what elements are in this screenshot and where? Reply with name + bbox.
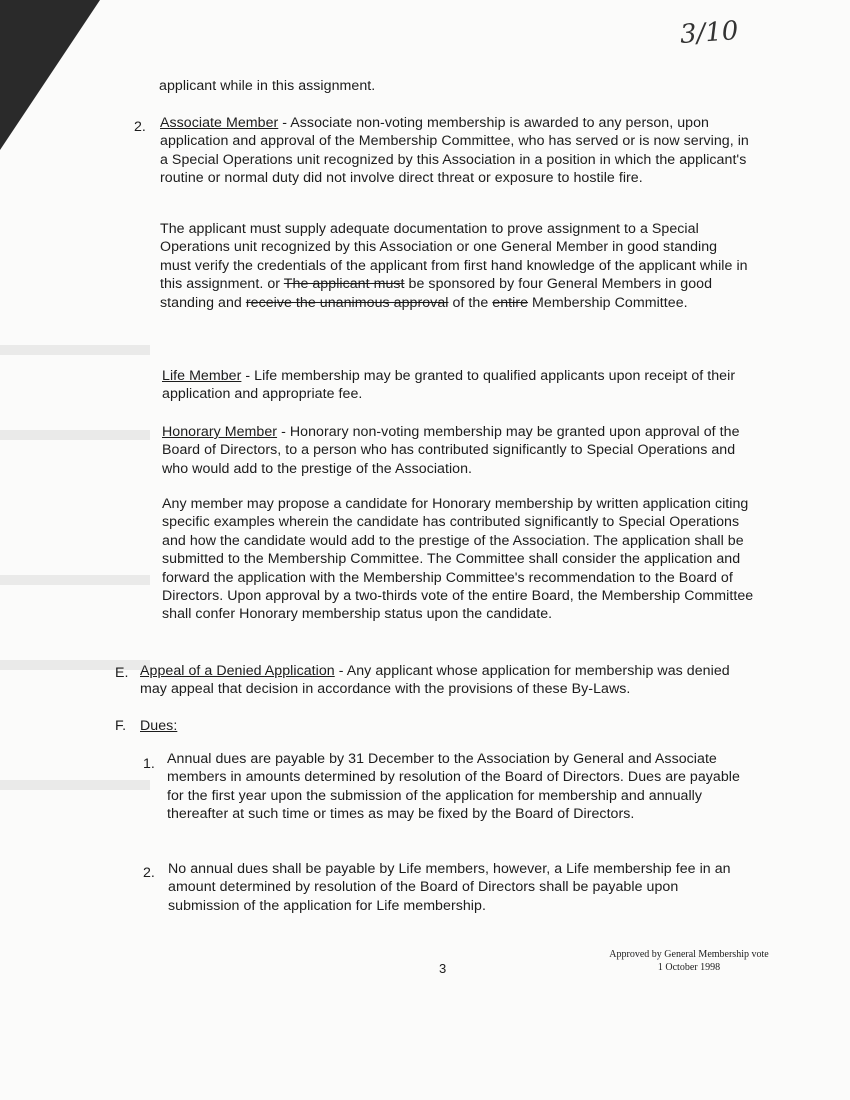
handwritten-page-number: 3/10 (679, 15, 740, 51)
section-f-letter: F. (115, 718, 127, 734)
associate-member-term: Associate Member (160, 115, 279, 131)
section-e-letter: E. (115, 665, 129, 681)
dues-heading: Dues: (140, 718, 178, 734)
dues-item: No annual dues shall be payable by Life members, however, a Life membership fee in an amount determined by resolution of the Board of Directors shall be payable upon submission of the application for Life membership. (168, 861, 731, 914)
life-member-term: Life Member (162, 368, 242, 384)
honorary-member-paragraph: Honorary Member - Honorary non-voting membership may be granted upon approval of the Board of Directors, to a person who has contributed significantly to Special Operations and who would add to the prestige of the Association. (162, 424, 740, 477)
life-member-paragraph: Life Member - Life membership may be granted to qualified applicants upon receipt of their application and appropriate fee. (162, 368, 736, 403)
honorary-member-term: Honorary Member (162, 424, 278, 440)
appeal-heading: Appeal of a Denied Application (140, 663, 335, 679)
appeal-paragraph: Appeal of a Denied Application - Any applicant whose application for membership was denied may appeal that decision in accordance with the provisions of these By-Laws. (140, 663, 730, 698)
item-number-associate: 2. (134, 119, 146, 135)
bleed-through-mark (0, 780, 150, 790)
honorary-proposal-paragraph: Any member may propose a candidate for Honorary membership by written application citing specific examples wherein the candidate has contributed significantly to Special Operations and how the candidate would add to the prestige of the Association. The application shall be submitted to the Membership Committee. The Committee shall consider the application and forward the application with the Membership Committee's recommendation to the Board of Directors. Upon approval by a two-thirds vote of the entire Board, the Membership Committee shall confer Honorary membership status upon the candidate. (162, 496, 754, 623)
bleed-through-mark (0, 345, 150, 355)
associate-member-text: - Associate non-voting membership is awarded to any person, upon application and approval of the Membership Committee, who has served or is now serving, in a Special Operations unit recognized by this Association in a position in which the applicant's routine or normal duty did not involve direct threat or exposure to hostile fire. (160, 115, 749, 187)
page-number: 3 (439, 961, 447, 976)
scan-corner-shadow (0, 0, 100, 150)
associate-documentation-paragraph: The applicant must supply adequate documentation to prove assignment to a Special Operations unit recognized by this Association or one General Member in good standing must verify the credentials of the applicant from first hand knowledge of the applicant while in this assignment. or The applicant must be sponsored by four General Members in good standing and receive the unanimous approval of the entire Membership Committee. (160, 221, 748, 311)
bleed-through-mark (0, 430, 150, 440)
associate-member-paragraph (160, 114, 750, 188)
bleed-through-mark (0, 575, 150, 585)
dues-item: Annual dues are payable by 31 December to the Association by General and Associate members in amounts determined by resolution of the Board of Directors. Dues are payable for the first year upon the submission of the application for membership and annually thereafter at such time or times as may be fixed by the Board of Directors. (167, 751, 740, 823)
continued-line: applicant while in this assignment. (159, 78, 376, 94)
dues-item-number: 1. (143, 756, 155, 772)
approval-note: Approved by General Membership vote 1 October 1998 (609, 949, 769, 973)
dues-item-number: 2. (143, 865, 155, 881)
